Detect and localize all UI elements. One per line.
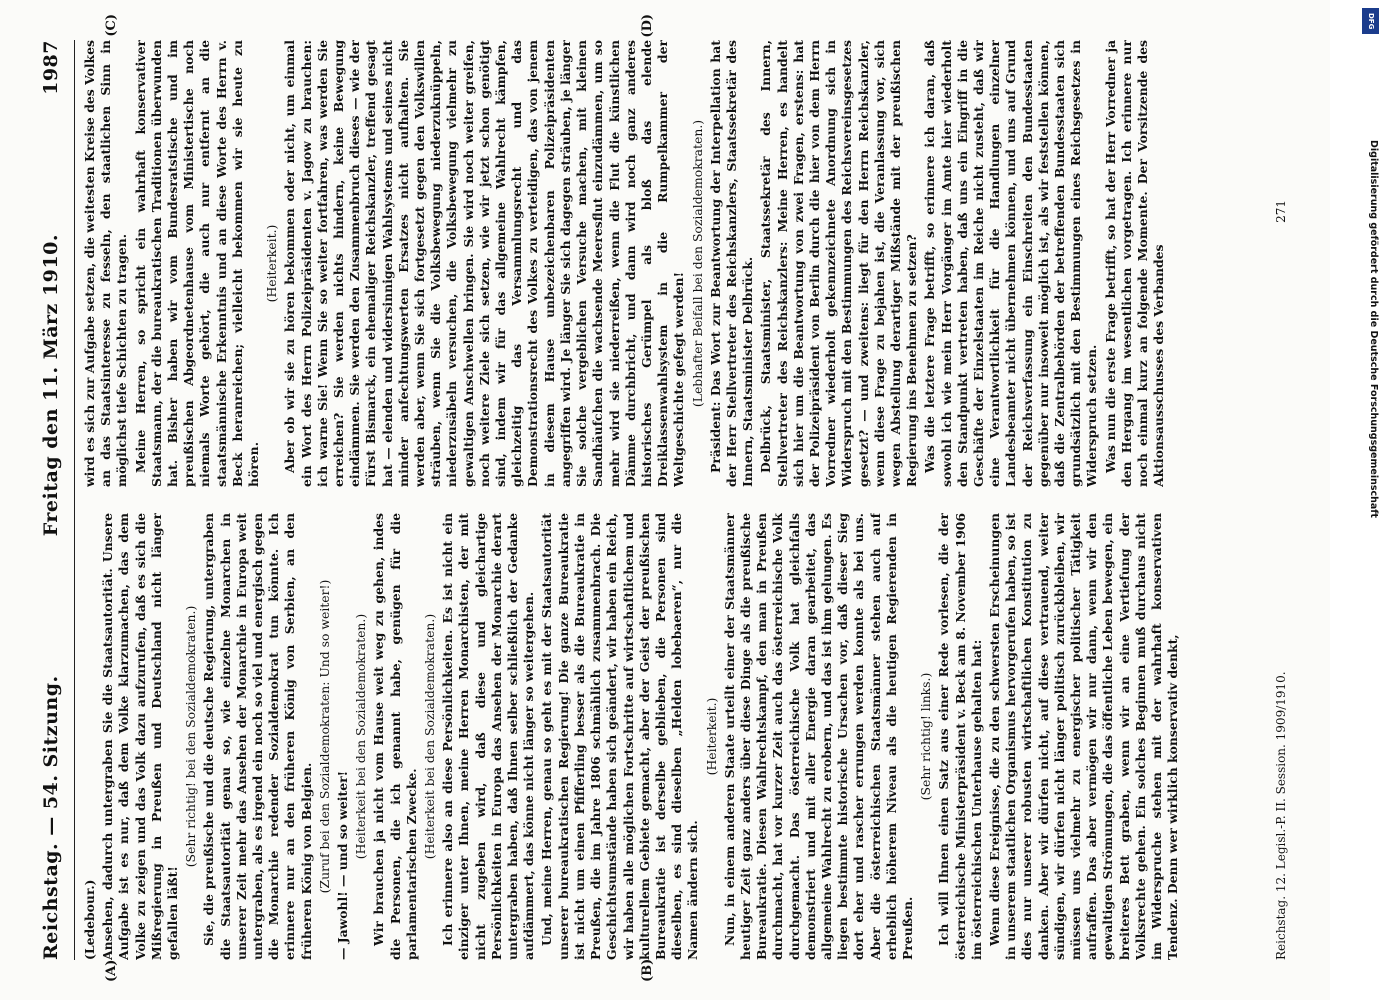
interjection: (Sehr richtig! links.) bbox=[918, 672, 934, 801]
paragraph: Und, meine Herren, genau so geht es mit der Staatsautorität unserer bureaukratischen Regierung! Die ganze Bureaukratie ist nicht um einen Pfifferling besser als die Bureaukratie in Preußen, die im Jahre 1806 schmählich zusammenbrach. Die Geschichtsumstände haben sich geändert, wir haben ein Reich, wir haben alle möglichen Fortschritte auf wirtschaftlichem und kulturellem Gebiete gemacht, aber der Geist der preußischen Bureaukratie ist derselbe geblieben, die Personen sind dieselben, es sind dieselben „Helden lobebaeren“, nur die Namen ändern sich. bbox=[539, 513, 701, 960]
paragraph: Ich erinnere also an diese Persönlichkeiten. Es ist nicht ein einziger unter Ihnen, meine Herren Monarchisten, der mit nicht zugeben wird, daß diese und gleichartige Persönlichkeiten in Europa das Ansehen der Monarchie derart untergraben haben, daß Ihnen selber schließlich der Gedanke aufdämmert, das könne nicht länger so weitergehen. bbox=[440, 513, 537, 960]
credit-text: Digitalisierung gefördert durch die Deutsche Forschungsgemeinschaft bbox=[1368, 140, 1379, 518]
page-header bbox=[40, 40, 75, 960]
paragraph: Meine Herren, so spricht ein wahrhaft konservativer Staatsmann, der die bureaukratischen Traditionen überwunden hat. Bisher haben wir vom Bundesratstische und im preußischen Abgeordnetenhause vom Ministertische noch niemals Worte gehört, die auch nur entfernt an die staatsmännische Erkenntnis und an diese Worte des Herrn v. Beck heranreichen; vielleicht bekommen wir sie heute zu hören. bbox=[132, 40, 262, 487]
interjection: (Heiterkeit.) bbox=[264, 224, 280, 303]
header-session: Reichstag. — 54. Sitzung. bbox=[40, 675, 62, 960]
paragraph: Sie, die preußische und die deutsche Regierung, untergraben die Staatsautorität genau so, wie einzelne Monarchen in unserer Zeit mehr das Ansehen der Monarchie in Europa weit untergraben, als es irgend ein noch so viel und energisch gegen die Monarchie redender Sozialdemokrat tun könnte. Ich erinnere nur an den früheren König von Serbien, an den früheren König von Belgien. bbox=[201, 513, 314, 960]
paragraph: Ich will Ihnen einen Satz aus einer Rede vorlesen, die der österreichische Ministerpräsident v. Beck am 8. November 1906 im österreichischen Unterhause gehalten hat: bbox=[936, 513, 984, 960]
page-footer bbox=[1274, 40, 1296, 960]
margin-marker-a: (A) bbox=[104, 959, 119, 982]
column-right bbox=[82, 40, 1260, 487]
paragraph: Wenn diese Ereignisse, die zu den schwersten Erscheinungen in unserem staatlichen Organismus hervorgerufen haben, so ist dies nur unserer robusten wirtschaftlichen Konstitution zu danken. Aber wir dürfen nicht, auf diese vertrauend, weiter sündigen, wir dürfen nicht länger politisch zurückbleiben, wir müssen uns vielmehr zu energischer politischer Tätigkeit aufraffen. Das aber vermögen wir nur dann, wenn wir den gewaltigen Strömungen, die das öffentliche Leben bewegen, ein breiteres Bett graben, wenn wir an eine Vertiefung der Volksrechte gehen. Ein solches Beginnen muß durchaus nicht im Widerspruche stehen mit der wahrhaft konservativen Tendenz. Denn wer wirklich konservativ denkt, bbox=[986, 513, 1181, 960]
paragraph: Wir brauchen ja nicht vom Hause weit weg zu gehen, indes die Personen, die ich genannt habe, genügen für die parlamentarischen Zwecke. bbox=[371, 513, 419, 960]
digitization-credit bbox=[1360, 0, 1382, 1000]
paragraph: Ansehen, dadurch untergraben Sie die Staatsautorität. Unsere Aufgabe ist es nur, daß dem Volke klarzumachen, das dem Volke zu zeigen und das Volk dazu aufzurufen, daß es sich die Mißregierung in Preußen und Deutschland nicht länger gefallen läßt! bbox=[100, 513, 181, 960]
paragraph: Aber ob wir sie zu hören bekommen oder nicht, um einmal ein Wort des Herrn Polizeipräsidenten v. Jagow zu brauchen: ich warne Sie! Wenn Sie so weiter fortfahren, was werden Sie erreichen? Sie werden nichts hindern, keine Bewegung eindämmen. Sie werden den Zusammenbruch dieses — wie der Fürst Bismarck, ein ehemaliger Reichskanzler, treffend gesagt hat — elenden und widersinnigen Wahlsystems und seines nicht minder anfechtungswerten Ersatzes nicht aufhalten. Sie werden aber, wenn Sie sich fortgesetzt gegen den Volkswillen sträuben, wenn Sie die Volksbewegung niederzuknüppeln, niederzusäbeln versuchen, die Volksbewegung vielmehr zu gewaltigen Anschwellen bringen. Sie wird noch weiter greifen, noch weitere Ziele sich setzen, wie wir jetzt schon genötigt sind, indem wir für das allgemeine Wahlrecht kämpfen, gleichzeitig das Versammlungsrecht und das Demonstrationsrecht des Volkes zu verteidigen, das von jenem in diesem Hause unbezeichenbaren Polizeipräsidenten angegriffen wird. Je länger Sie sich dagegen sträuben, je länger Sie solche vergeblichen Versuche machen, mit kleinen Sandhäufchen die wachsende Meeresflut einzudämmen, um so mehr wird sie niederreißen, wenn die Flut die künstlichen Dämme durchbricht, und dann wird noch ganz anderes historisches Gerümpel als bloß das elende Dreiklassenwahlsystem in die Rumpelkammer der Weltgeschichte gefegt werden! bbox=[282, 40, 687, 487]
interjection: (Zuruf bei den Sozialdemokraten: Und so weiter!) bbox=[316, 579, 332, 894]
footer-legislature: Reichstag. 12. Legisl.-P. II. Session. 1909/1910. bbox=[1274, 671, 1288, 960]
paragraph: wird es sich zur Aufgabe setzen, die weitesten Kreise des Volkes an das Staatsinteresse zu fesseln, den staatlichen Sinn in möglichst tiefe Schichten zu tragen. bbox=[82, 40, 130, 487]
column-left bbox=[82, 513, 1260, 960]
paragraph: — Jawohl! — und so weiter! bbox=[335, 770, 351, 960]
paragraph: Was die letztere Frage betrifft, so erinnere ich daran, daß sowohl ich wie mein Herr Vorgänger im Amte hier wiederholt den Standpunkt vertreten haben, daß uns ein Eingriff in die Geschäfte der Einzelstaaten im Reiche nicht zusteht, daß wir eine Verantwortlichkeit für die Handlungen einzelner Landesbeamter nicht übernehmen können, und uns auf Grund der Reichsverfassung ein Einschreiten den Bundesstaaten gegenüber nur insoweit möglich ist, als wir feststellen können, daß die Zentralbehörden der betreffenden Bundesstaaten sich grundsätzlich mit den Bestimmungen eines Reichsgesetzes in Widerspruch setzen. bbox=[922, 40, 1100, 487]
interjection: (Heiterkeit.) bbox=[703, 697, 719, 776]
paragraph: Was nun die erste Frage betrifft, so hat der Herr Vorredner ja den Hergang im wesentlichen vorgetragen. Ich erinnere nur noch einmal kurz an folgende Momente. Der Vorsitzende des Aktionsausschusses des Verbandes bbox=[1102, 40, 1167, 487]
header-page-number: 1987 bbox=[40, 40, 62, 95]
margin-marker-c: (C) bbox=[104, 14, 119, 37]
paragraph: Delbrück, Staatsminister, Staatssekretär des Innern, Stellvertreter des Reichskanzlers: Meine Herren, es handelt sich hier um die Beantwortung von zwei Fragen, erstens: hat der Polizeipräsident von Berlin durch die hier von dem Herrn Vorredner wiederholt gekennzeichnete Anordnung sich in Widerspruch mit den Bestimmungen des Reichsvereinsgesetzes gesetzt? — und zweitens: liegt für den Herrn Reichskanzler, wenn diese Frage zu bejahen ist, die Veranlassung vor, sich wegen Abstellung derartiger Mißstände mit der preußischen Regierung ins Benehmen zu setzen? bbox=[758, 40, 920, 487]
paragraph: Präsident: Das Wort zur Beantwortung der Interpellation hat der Herr Stellvertreter des Reichskanzlers, Staatssekretär des Innern, Staatsminister Delbrück. bbox=[707, 40, 756, 487]
margin-marker-b: (B) bbox=[640, 958, 655, 982]
interjection: (Lebhafter Beifall bei den Sozialdemokraten.) bbox=[689, 119, 705, 408]
footer-sheet-number: 271 bbox=[1274, 200, 1288, 223]
dfg-logo: DFG bbox=[1362, 8, 1379, 34]
paragraph: (Ledebour.) bbox=[82, 879, 97, 960]
header-date: Freitag den 11. März 1910. bbox=[40, 234, 62, 537]
interjection: (Heiterkeit bei den Sozialdemokraten.) bbox=[353, 613, 369, 860]
margin-marker-d: (D) bbox=[640, 14, 655, 38]
interjection: (Heiterkeit bei den Sozialdemokraten.) bbox=[422, 613, 438, 860]
text-columns bbox=[82, 40, 1260, 960]
interjection: (Sehr richtig! bei den Sozialdemokraten.) bbox=[183, 605, 199, 868]
paragraph: Nun, in einem anderen Staate urteilt einer der Staatsmänner heutiger Zeit ganz anders über diese Dinge als die preußische Bureaukratie. Diesen Wahlrechtskampf, den man in Preußen durchmacht, hat vor kurzer Zeit auch das österreichische Volk durchgemacht. Das österreichische Volk hat gleichfalls demonstriert und mit aller Energie daran gearbeitet, das allgemeine Wahlrecht zu erobern, und das ist ihm gelungen. Es liegen bestimmte historische Ursachen vor, daß dieser Sieg dort eher und rascher errungen werden konnte als bei uns. Aber die österreichischen Staatsmänner stehen auch auf erheblich höherem Niveau als die heutigen Regierenden in Preußen. bbox=[721, 513, 915, 960]
